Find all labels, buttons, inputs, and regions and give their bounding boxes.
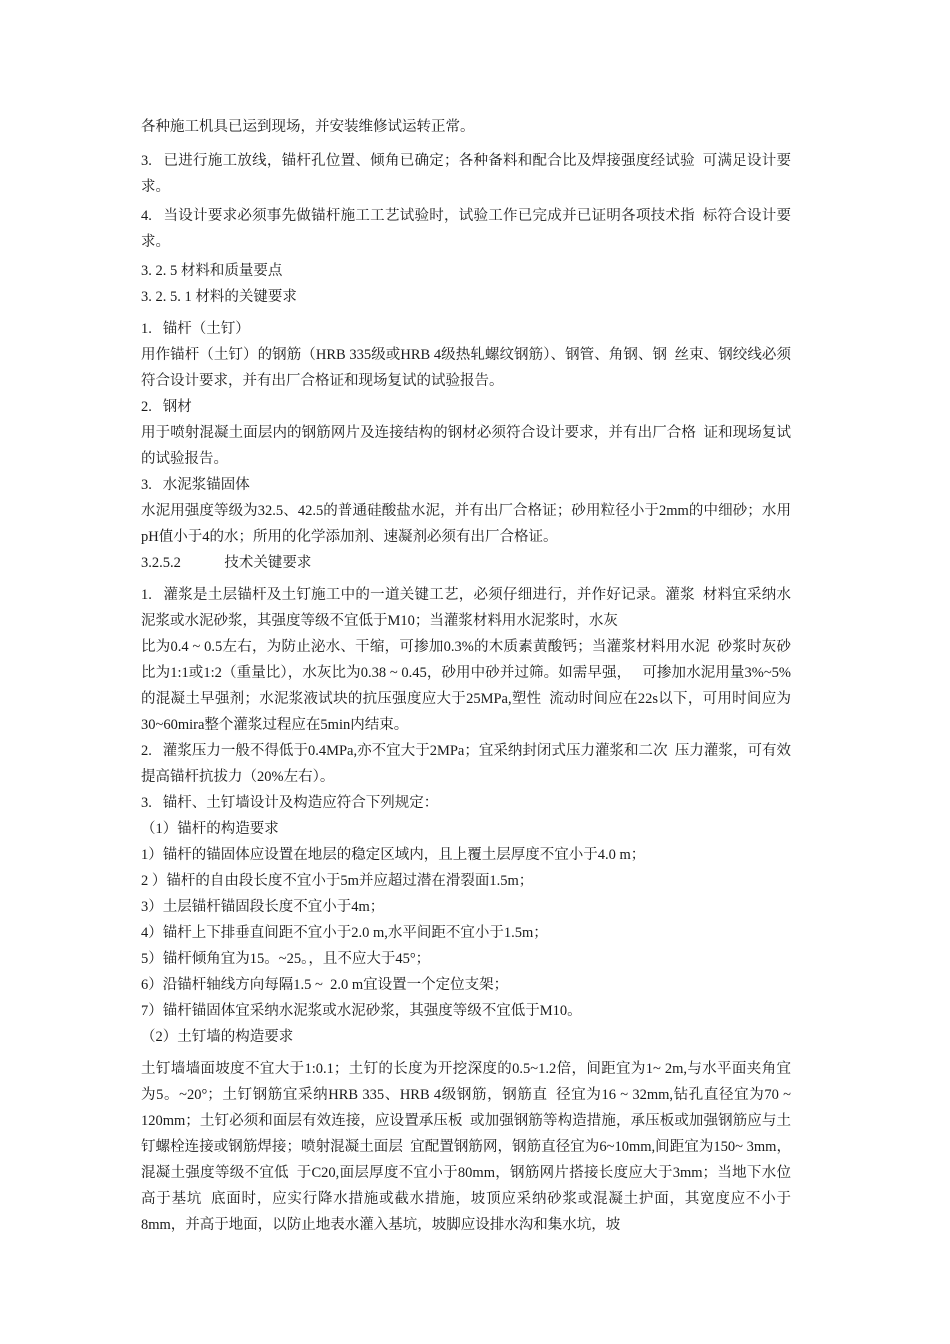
list-item-5: 5）锚杆倾角宜为15。~25。，且不应大于45°； bbox=[141, 951, 431, 967]
paragraph-grouting-1b: 比为0.4 ~ 0.5左右，为防止泌水、干缩，可掺加0.3%的木质素黄酸钙；当灌浆材料用水泥 砂浆时灰砂比为1:1或1:2（重量比），水灰比为0.38 ~ 0.45，砂用中砂并过筛。如需早强， 可掺加水泥用量3%~5%的混凝土早强剂；水泥浆液试块的抗压强度应大于25MPa,塑性 流动时间应在22s以下，可用时间应为30~60mira整个灌浆过程应在5min内结束。 bbox=[141, 639, 791, 733]
paragraph-design-rules: 3. 锚杆、土钉墙设计及构造应符合下列规定： bbox=[141, 795, 439, 811]
list-item-7: 7）锚杆锚固体宜采纳水泥浆或水泥砂浆，其强度等级不宜低于M10。 bbox=[141, 1003, 582, 1019]
paragraph-cement-grout: 水泥用强度等级为32.5、42.5的普通硅酸盐水泥，并有出厂合格证；砂用粒径小于2mm的中细砂；水用pH值小于4的水；所用的化学添加剂、速凝剂必须有出厂合格证。 bbox=[141, 503, 791, 545]
paragraph-equipment-ready: 各种施工机具已运到现场，并安装维修试运转正常。 bbox=[141, 119, 475, 135]
subheading-soil-nail-wall: （2）土钉墙的构造要求 bbox=[141, 1029, 294, 1045]
subheading-cement-grout: 3. 水泥浆锚固体 bbox=[141, 477, 250, 493]
list-item-4: 4）锚杆上下排垂直间距不宜小于2.0 m,水平间距不宜小于1.5m； bbox=[141, 925, 548, 941]
paragraph-anchor-rod: 用作锚杆（土钉）的钢筋（HRB 335级或HRB 4级热轧螺纹钢筋）、钢管、角钢、钢 丝束、钢绞线必须符合设计要求，并有出厂合格证和现场复试的试验报告。 bbox=[141, 347, 791, 389]
paragraph-grouting-1a: 1. 灌浆是土层锚杆及土钉施工中的一道关键工艺，必须仔细进行，并作好记录。灌浆 材料宜采纳水泥浆或水泥砂浆，其强度等级不宜低于M10；当灌浆材料用水泥浆时，水灰 bbox=[141, 587, 791, 629]
subheading-anchor-rod: 1. 锚杆（土钉） bbox=[141, 321, 250, 337]
paragraph-item-3-layout: 3. 已进行施工放线，锚杆孔位置、倾角已确定；各种备料和配合比及焊接强度经试验 可满足设计要求。 bbox=[141, 153, 791, 195]
paragraph-soil-nail-wall: 土钉墙墙面坡度不宜大于1:0.1；土钉的长度为开挖深度的0.5~1.2倍，间距宜为1~ 2m,与水平面夹角宜为5。~20°；土钉钢筋宜采纳HRB 335、HRB 4级钢筋，钢筋直 径宜为16 ~ 32mm,钻孔直径宜为70 ~ 120mm；土钉必须和面层有效连接，应设置承压板 或加强钢筋等构造措施，承压板或加强钢筋应与土钉螺栓连接或钢筋焊接；喷射混凝土面层 宜配置钢筋网，钢筋直径宜为6~10mm,间距宜为150~ 3mm，混凝土强度等级不宜低 于C20,面层厚度不宜小于80mm，钢筋网片搭接长度应大于3mm；当地下水位高于基坑 底面时，应实行降水措施或截水措施，坡顶应采纳砂浆或混凝土护面，其宽度应不小于 8mm，并高于地面，以防止地表水灌入基坑，坡脚应设排水沟和集水坑，坡 bbox=[141, 1061, 799, 1233]
list-item-1: 1）锚杆的锚固体应设置在地层的稳定区域内，且上覆土层厚度不宜小于4.0 m； bbox=[141, 847, 646, 863]
list-item-6: 6）沿锚杆轴线方向每隔1.5 ~ 2.0 m宜设置一个定位支架； bbox=[141, 977, 509, 993]
heading-3-2-5-1: 3. 2. 5. 1 材料的关键要求 bbox=[141, 289, 297, 305]
heading-3-2-5: 3. 2. 5 材料和质量要点 bbox=[141, 263, 283, 279]
paragraph-item-4-trial: 4. 当设计要求必须事先做锚杆施工工艺试验时，试验工作已完成并已证明各项技术指 标符合设计要求。 bbox=[141, 208, 791, 250]
subheading-steel: 2. 钢材 bbox=[141, 399, 192, 415]
paragraph-steel: 用于喷射混凝土面层内的钢筋网片及连接结构的钢材必须符合设计要求，并有出厂合格 证和现场复试的试验报告。 bbox=[141, 425, 791, 467]
heading-3-2-5-2: 3.2.5.2 技术关键要求 bbox=[141, 555, 312, 571]
paragraph-grouting-pressure: 2. 灌浆压力一般不得低于0.4MPa,亦不宜大于2MPa；宜采纳封闭式压力灌浆和二次 压力灌浆，可有效提高锚杆抗拔力（20%左右）。 bbox=[141, 743, 791, 785]
list-item-3: 3）土层锚杆锚固段长度不宜小于4m； bbox=[141, 899, 385, 915]
document-body bbox=[141, 114, 799, 1238]
subheading-anchor-structure: （1）锚杆的构造要求 bbox=[141, 821, 279, 837]
list-item-2: 2 ）锚杆的自由段长度不宜小于5m并应超过潜在滑裂面1.5m； bbox=[141, 873, 534, 889]
